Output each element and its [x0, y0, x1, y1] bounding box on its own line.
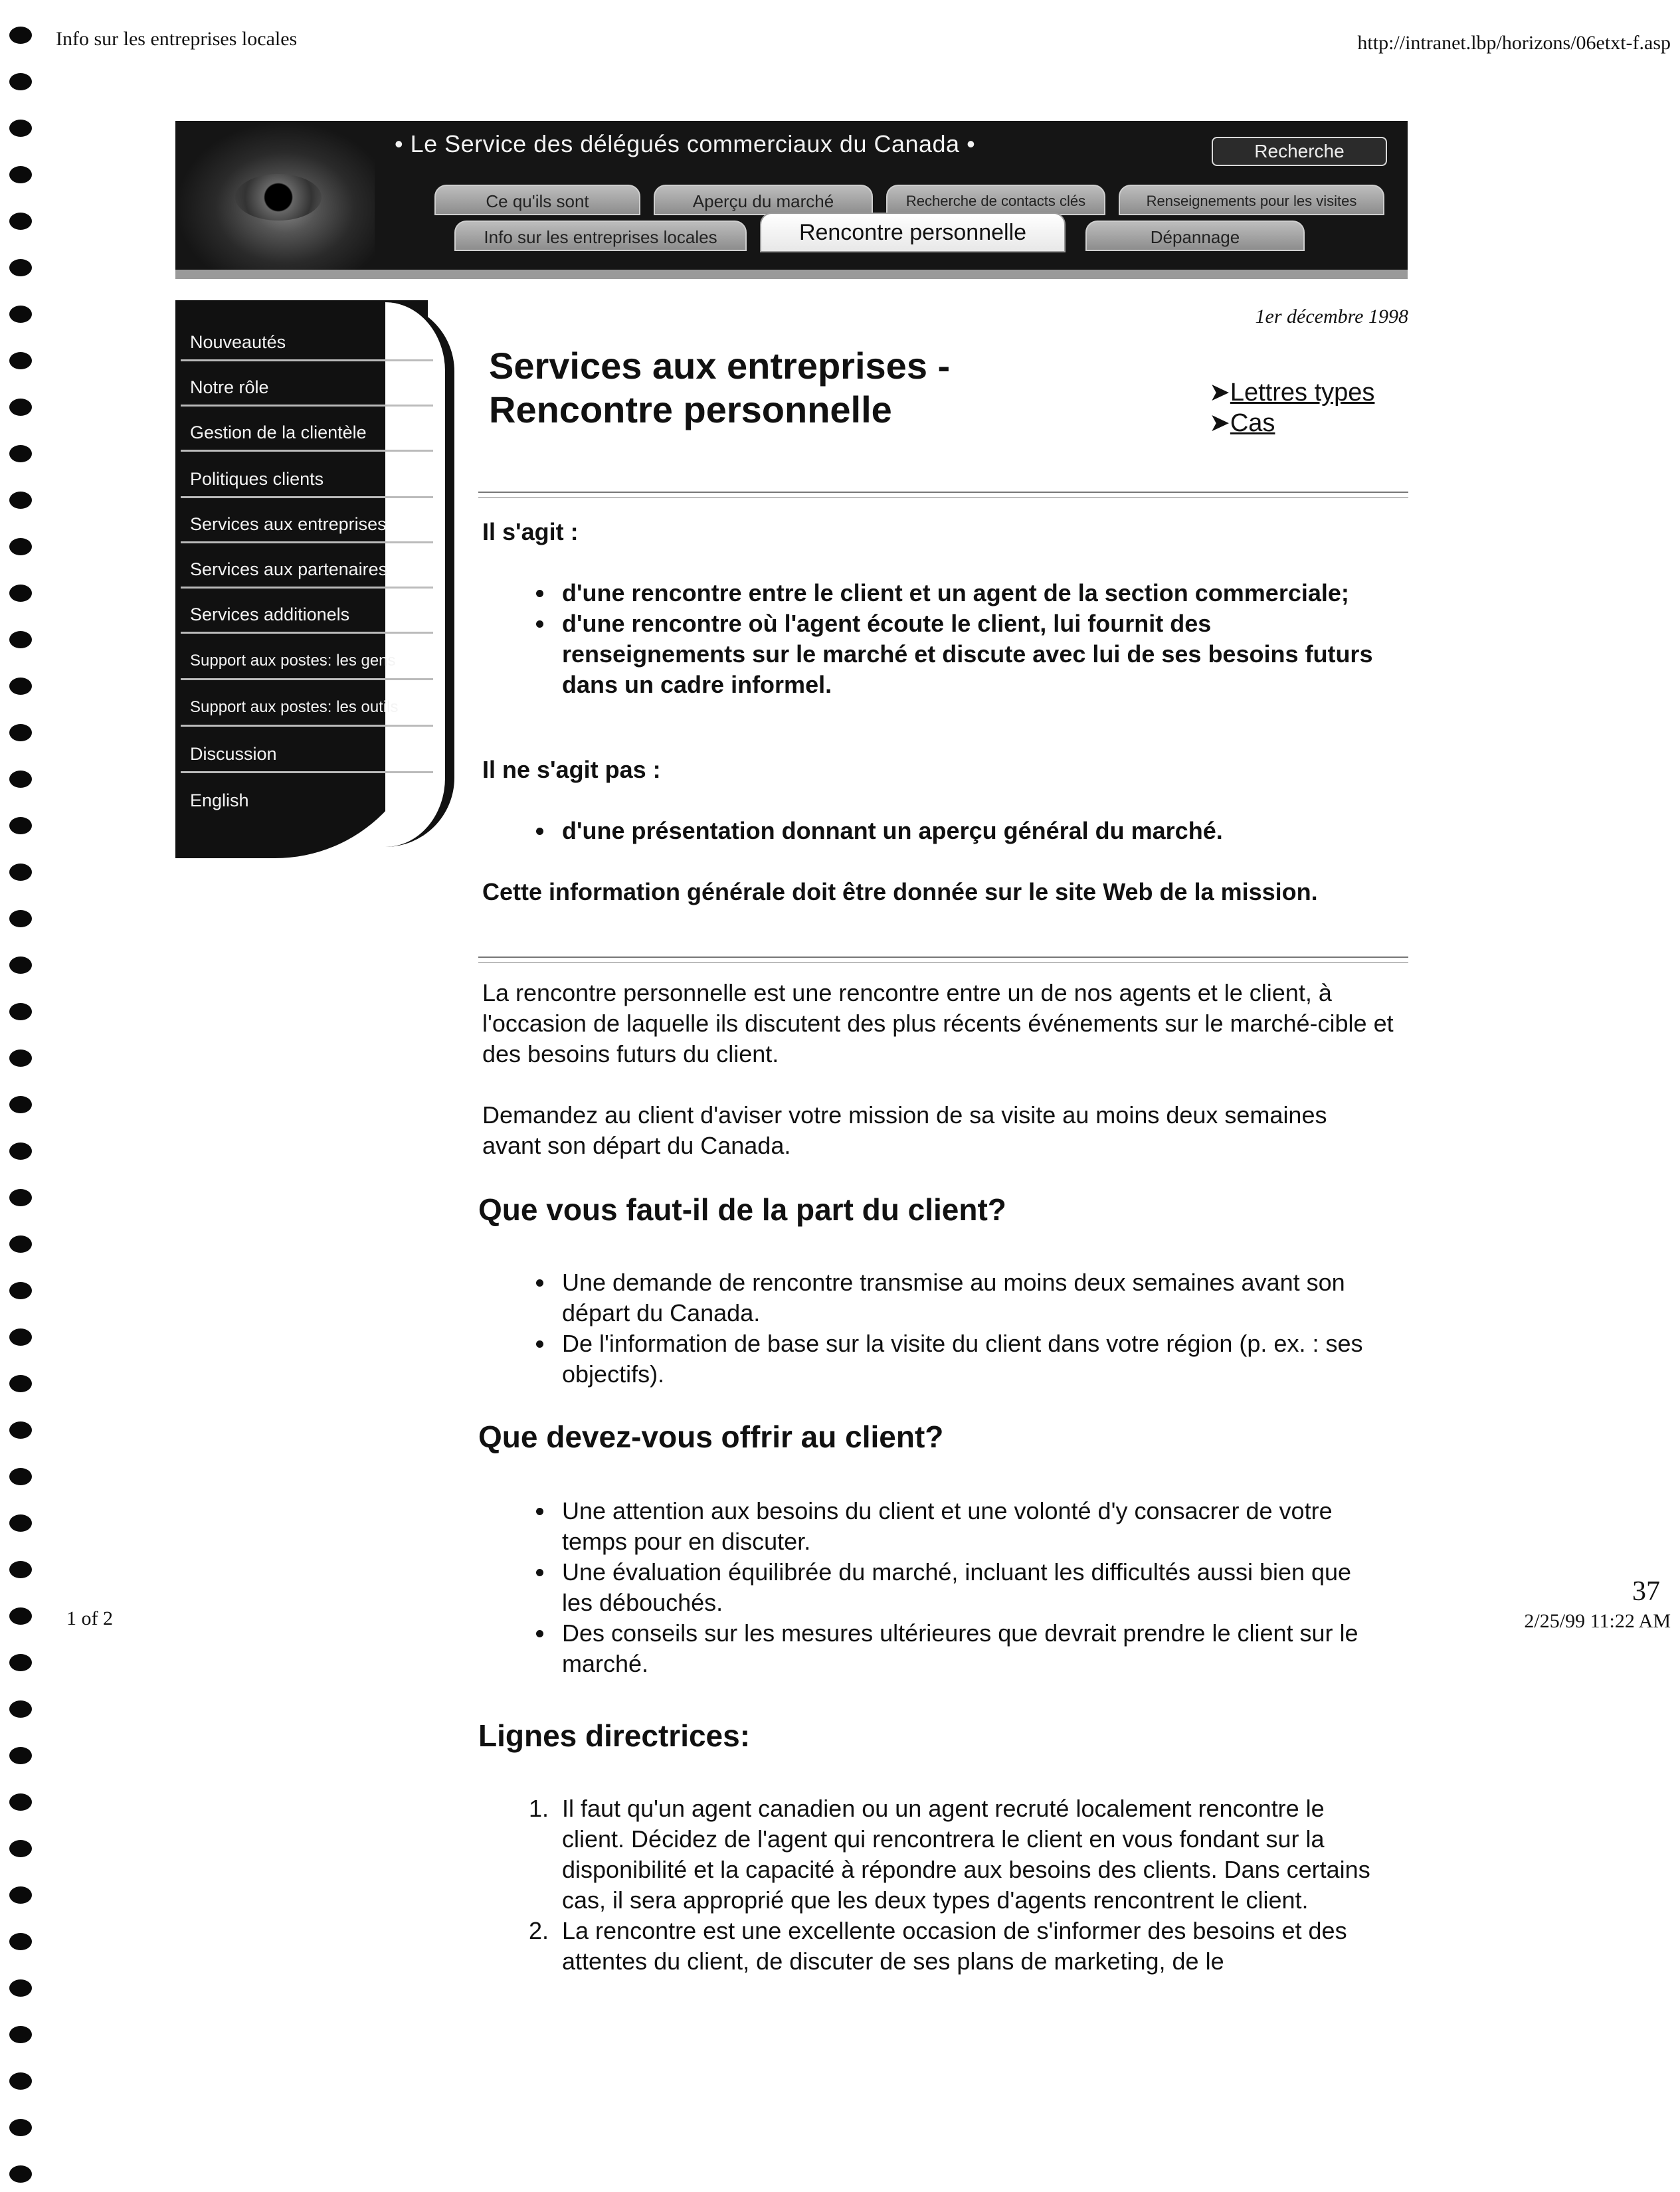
section-title-client-needs: Que vous faut-il de la part du client? [478, 1192, 1006, 1227]
binder-hole [9, 2165, 32, 2183]
binder-hole [9, 73, 32, 90]
tab-renseignements-visites[interactable]: Renseignements pour les visites [1119, 185, 1384, 215]
binder-holes [9, 27, 33, 2192]
sidebar-item-support-gens[interactable]: Support aux postes: les gens [181, 642, 433, 680]
sidebar-item-gestion-clientele[interactable]: Gestion de la clientèle [181, 413, 433, 452]
arrow-icon: ➤ [1209, 409, 1230, 437]
sidebar-item-support-outils[interactable]: Support aux postes: les outils [181, 688, 433, 727]
binder-hole [9, 1096, 32, 1113]
list-item: • Une demande de rencontre transmise au moins deux semaines avant son départ du Canada. [555, 1267, 1372, 1328]
tab-ce-qu-ils-sont[interactable]: Ce qu'ils sont [434, 185, 640, 215]
binder-hole [9, 352, 32, 369]
binder-hole [9, 2119, 32, 2136]
sidebar-item-services-additionels[interactable]: Services additionels [181, 595, 433, 634]
tab-info-entreprises-locales[interactable]: Info sur les entreprises locales [454, 221, 747, 251]
binder-hole [9, 259, 32, 276]
banner-title: • Le Service des délégués commerciaux du Canada • [395, 130, 976, 157]
binder-hole [9, 27, 32, 44]
list-item: • d'une rencontre où l'agent écoute le client, lui fournit des renseignements sur le marché et discute avec lui de ses besoins futurs dans un cadre informel. [555, 608, 1399, 700]
binder-hole [9, 1421, 32, 1439]
search-button[interactable]: Recherche [1212, 137, 1387, 166]
is-not-list [482, 816, 1399, 846]
binder-hole [9, 1235, 32, 1253]
is-not-label: Il ne s'agit pas : [482, 756, 661, 783]
divider [478, 957, 1408, 963]
binder-hole [9, 120, 32, 137]
binder-hole [9, 631, 32, 648]
is-section [482, 517, 1399, 700]
binder-hole [9, 1933, 32, 1950]
list-item: • d'une rencontre entre le client et un agent de la section commerciale; [555, 578, 1399, 608]
link-cas-row [1209, 408, 1374, 438]
binder-hole [9, 1189, 32, 1206]
tab-recherche-contacts[interactable]: Recherche de contacts clés [886, 185, 1105, 215]
binder-hole [9, 399, 32, 416]
binder-hole [9, 213, 32, 230]
related-links [1209, 377, 1374, 438]
is-label: Il s'agit : [482, 518, 579, 545]
page-title [489, 344, 1087, 432]
section-title-offer: Que devez-vous offrir au client? [478, 1419, 944, 1454]
list-item: • d'une présentation donnant un aperçu général du marché. [555, 816, 1399, 846]
is-list [482, 578, 1399, 700]
binder-hole [9, 2072, 32, 2090]
binder-hole [9, 1700, 32, 1718]
handwritten-page-number: 37 [1632, 1576, 1660, 1607]
guidelines-list [482, 1793, 1372, 1977]
binder-hole [9, 538, 32, 555]
sidebar-item-discussion[interactable]: Discussion [181, 735, 433, 773]
print-footer-page: 1 of 2 [66, 1607, 113, 1629]
link-lettres-types[interactable]: Lettres types [1230, 379, 1375, 407]
binder-hole [9, 678, 32, 695]
sidebar-item-english[interactable]: English [190, 790, 249, 810]
binder-hole [9, 492, 32, 509]
sidebar-item-services-partenaires[interactable]: Services aux partenaires [181, 550, 433, 589]
binder-hole [9, 585, 32, 602]
list-item: • Des conseils sur les mesures ultérieures que devrait prendre le client sur le marché. [555, 1618, 1372, 1679]
binder-hole [9, 957, 32, 974]
binder-hole [9, 445, 32, 462]
binder-hole [9, 864, 32, 881]
binder-hole [9, 771, 32, 788]
binder-hole [9, 910, 32, 927]
sidebar-item-politiques-clients[interactable]: Politiques clients [181, 460, 433, 498]
binder-hole [9, 1514, 32, 1532]
binder-hole [9, 1050, 32, 1067]
binder-hole [9, 1375, 32, 1392]
tab-apercu-du-marche[interactable]: Aperçu du marché [654, 185, 873, 215]
client-needs-section [482, 1267, 1372, 1390]
binder-hole [9, 1979, 32, 1997]
binder-hole [9, 1607, 32, 1625]
tab-depannage[interactable]: Dépannage [1085, 221, 1305, 251]
tab-rencontre-personnelle[interactable]: Rencontre personnelle [760, 213, 1066, 252]
print-header-title: Info sur les entreprises locales [56, 28, 298, 50]
binder-hole [9, 306, 32, 323]
intro-paragraph: La rencontre personnelle est une rencontre entre un de nos agents et le client, à l'occasion de laquelle ils discutent des plus récents événements sur le marché-cible et des besoins futurs du client. [482, 979, 1394, 1067]
arrow-icon: ➤ [1209, 379, 1230, 407]
binder-hole [9, 1561, 32, 1578]
is-not-note: Cette information générale doit être donnée sur le site Web de la mission. [482, 878, 1318, 905]
binder-hole [9, 2026, 32, 2043]
sidebar-item-nouveautes[interactable]: Nouveautés [181, 323, 433, 361]
offer-list [482, 1496, 1372, 1679]
page-title-line2: Rencontre personnelle [489, 389, 892, 430]
page-title-line1: Services aux entreprises - [489, 345, 951, 387]
eye-icon [235, 174, 322, 221]
list-item: • Une évaluation équilibrée du marché, incluant les difficultés aussi bien que les débouchés. [555, 1557, 1372, 1618]
binder-hole [9, 1840, 32, 1857]
binder-hole [9, 1003, 32, 1020]
print-footer-datetime: 2/25/99 11:22 AM [1524, 1610, 1671, 1632]
binder-hole [9, 1468, 32, 1485]
divider [478, 492, 1408, 498]
banner-bottom-bar [175, 270, 1408, 279]
list-item: • Une attention aux besoins du client et une volonté d'y consacrer de votre temps pour en discuter. [555, 1496, 1372, 1557]
sidebar-item-services-entreprises[interactable]: Services aux entreprises [181, 505, 433, 543]
guidelines-section [482, 1793, 1372, 1977]
binder-hole [9, 1654, 32, 1671]
link-lettres-types-row [1209, 377, 1374, 408]
offer-section [482, 1496, 1372, 1679]
list-item: 2. La rencontre est une excellente occasion de s'informer des besoins et des attentes du client, de discuter de ses plans de marketing, de le [555, 1916, 1372, 1977]
list-item: 1. Il faut qu'un agent canadien ou un agent recruté localement rencontre le client. Décidez de l'agent qui rencontrera le client en vous fondant sur la disponibilité et la capacité à répondre aux besoins des clients. Dans certains cas, il sera approprié que les deux types d'agents rencontrent le client. [555, 1793, 1372, 1916]
binder-hole [9, 166, 32, 183]
list-item: • De l'information de base sur la visite du client dans votre région (p. ex. : ses objectifs). [555, 1328, 1372, 1390]
binder-hole [9, 1282, 32, 1299]
site-banner [175, 121, 1408, 279]
section-title-guidelines: Lignes directrices: [478, 1718, 751, 1753]
sidebar-item-notre-role[interactable]: Notre rôle [181, 368, 433, 407]
eye-logo-image [175, 121, 375, 279]
request-paragraph: Demandez au client d'aviser votre mission de sa visite au moins deux semaines avant son départ du Canada. [482, 1101, 1327, 1159]
binder-hole [9, 1142, 32, 1160]
binder-hole [9, 724, 32, 741]
link-cas[interactable]: Cas [1230, 409, 1275, 437]
binder-hole [9, 1747, 32, 1764]
is-not-section [482, 755, 1399, 907]
page-date: 1er décembre 1998 [1255, 306, 1408, 327]
print-header-url: http://intranet.lbp/horizons/06etxt-f.asp [1357, 32, 1671, 54]
binder-hole [9, 1793, 32, 1811]
client-needs-list [482, 1267, 1372, 1390]
binder-hole [9, 1328, 32, 1346]
binder-hole [9, 1886, 32, 1904]
binder-hole [9, 817, 32, 834]
